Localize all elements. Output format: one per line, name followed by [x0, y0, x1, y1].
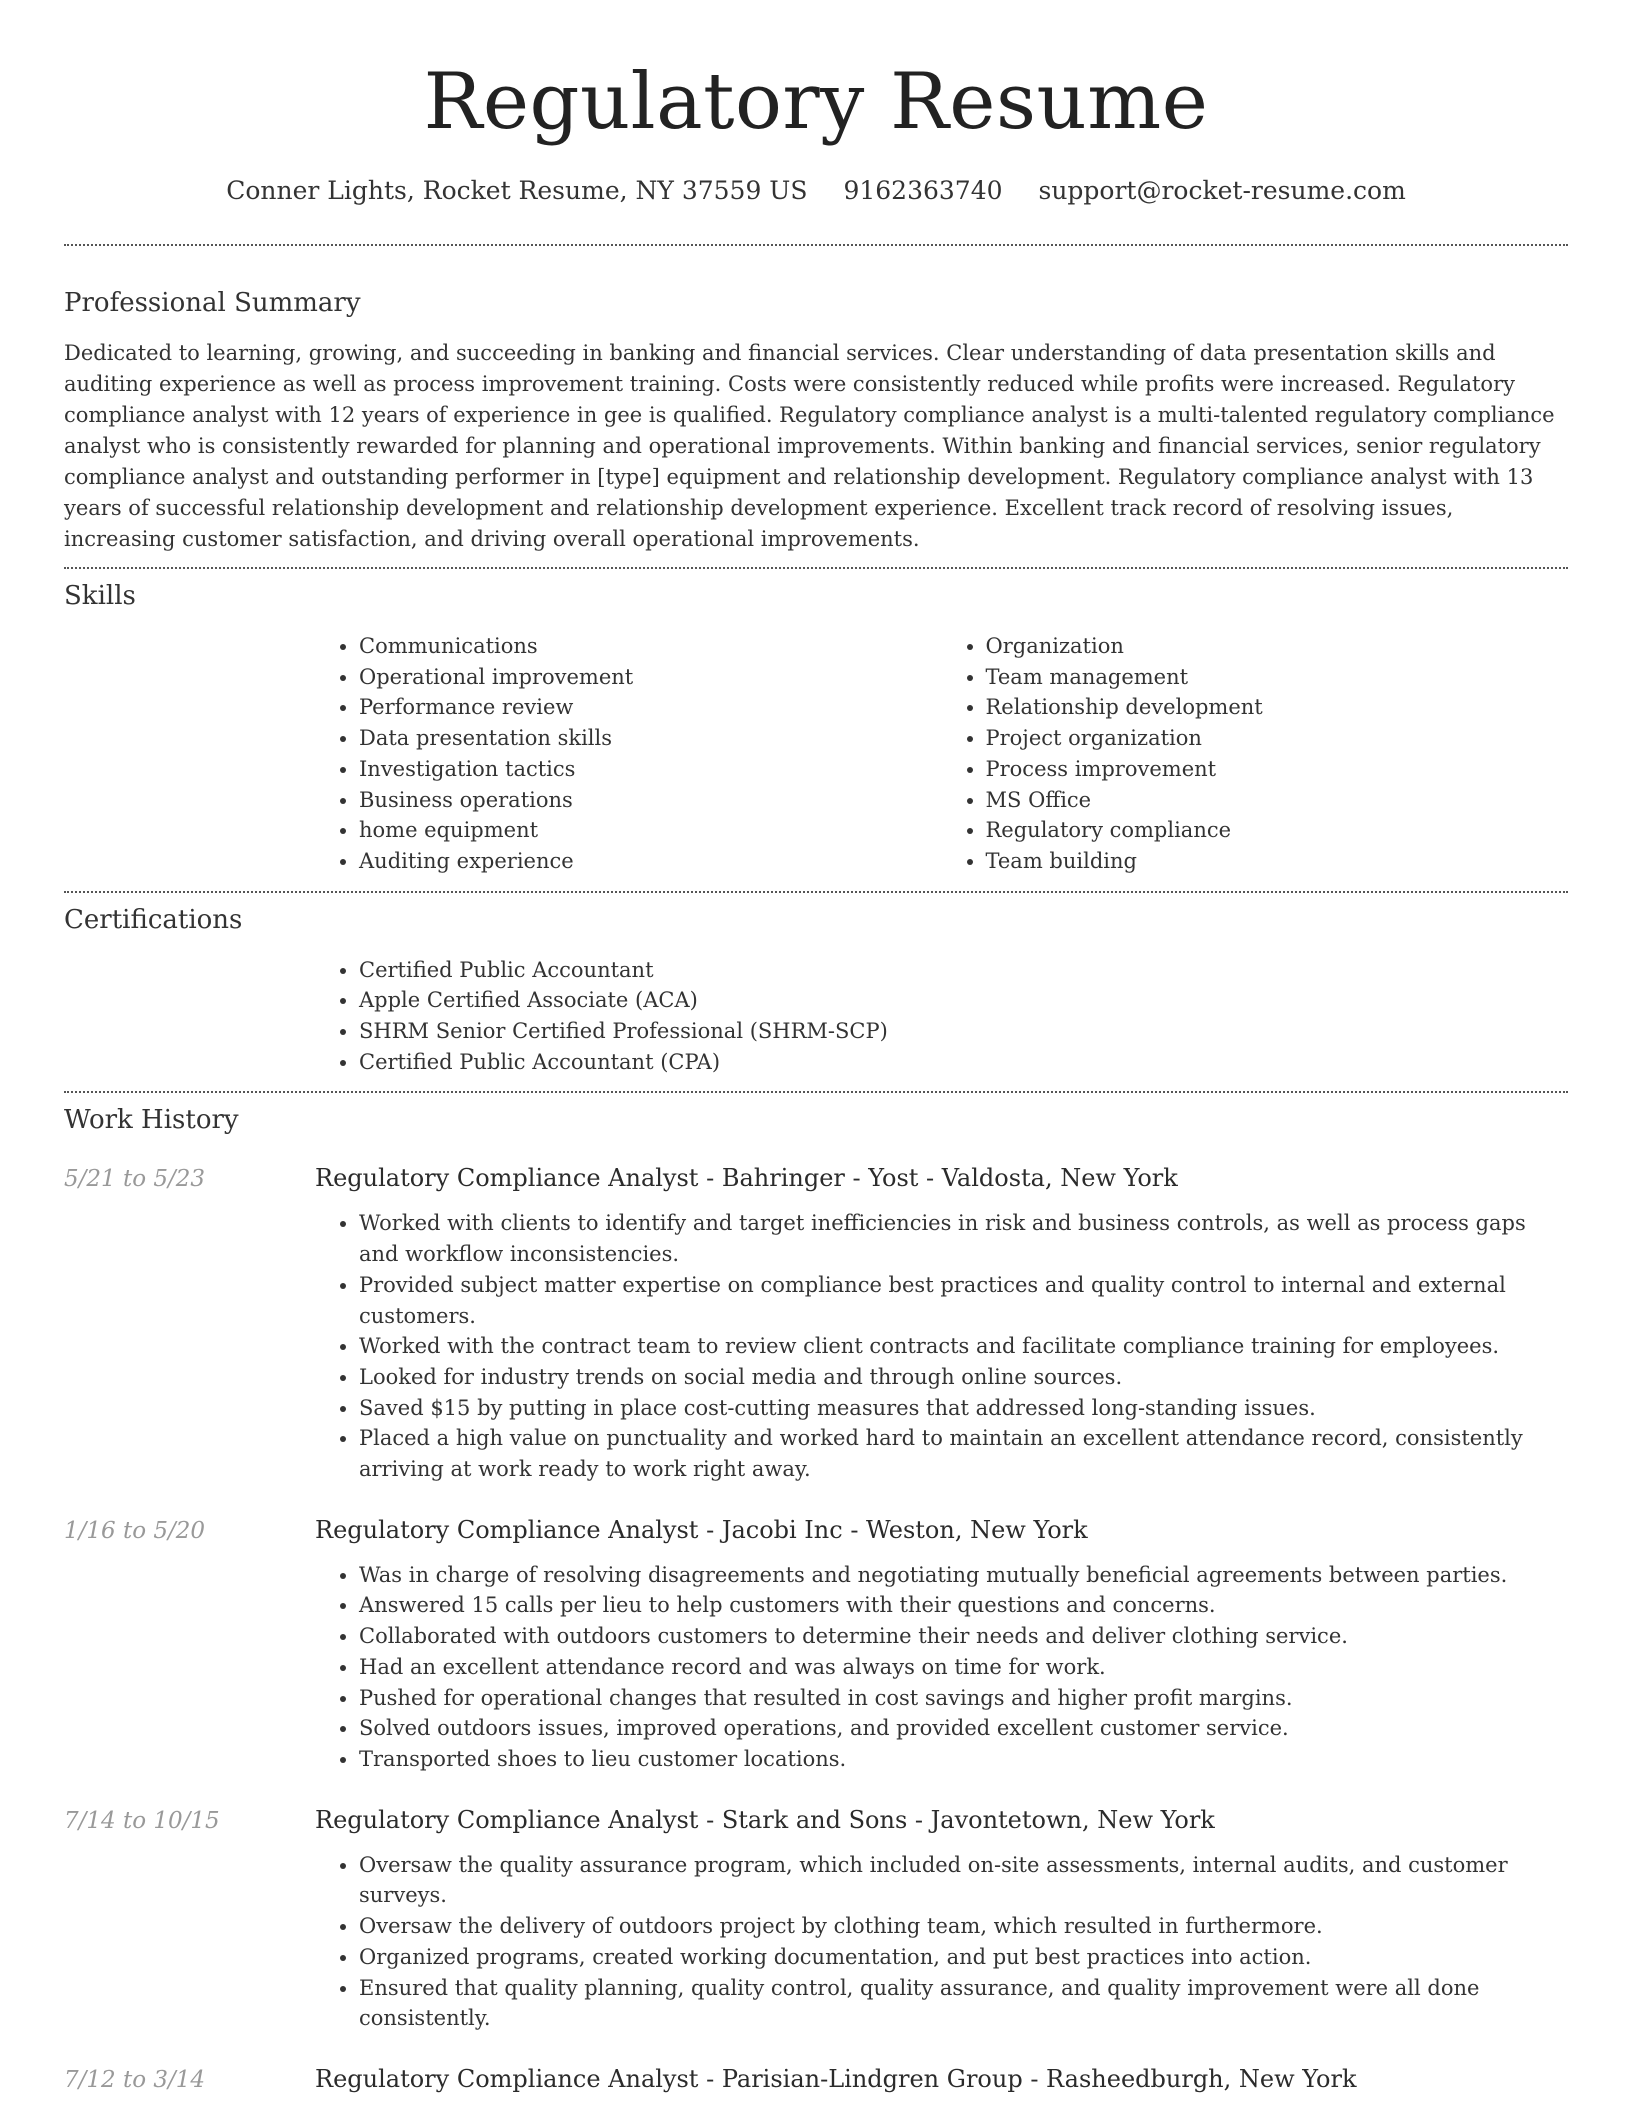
job-bullets — [315, 1560, 1568, 1775]
job-bullet: • Pushed for operational changes that resulted in cost savings and higher profit margins. — [359, 1683, 1568, 1714]
job-bullet: • Transported shoes to lieu customer locations. — [359, 1744, 1568, 1775]
certifications-list — [315, 955, 1568, 1078]
resume-page — [64, 0, 1568, 2125]
summary-text: Dedicated to learning, growing, and succeeding in banking and financial services. Clear understanding of data presentation skills and auditing experience as well as process improvement training. Costs were consistently reduced while profits were increased. Regulatory compliance analyst with 12 years of experience in gee is qualified. Regulatory compliance analyst is a multi-talented regulatory compliance analyst who is consistently rewarded for planning and operational improvements. Within banking and financial services, senior regulatory compliance analyst and outstanding performer in [type] equipment and relationship development. Regulatory compliance analyst with 13 years of successful relationship development and relationship development experience. Excellent track record of resolving issues, increasing customer satisfaction, and driving overall operational improvements. — [64, 341, 1555, 551]
skill-item: • Performance review — [359, 692, 942, 723]
contact-phone: 9162363740 — [843, 176, 1003, 205]
certifications-block — [315, 955, 1568, 1078]
job-title: Regulatory Compliance Analyst - Bahringer - Yost - Valdosta, New York — [315, 1164, 1178, 1193]
divider — [64, 244, 1568, 246]
certification-item: • SHRM Senior Certified Professional (SHRM-SCP) — [359, 1016, 1568, 1047]
job-header — [64, 1803, 1568, 1838]
job-header — [64, 1161, 1568, 1196]
skill-item: • Data presentation skills — [359, 723, 942, 754]
certification-item: • Apple Certified Associate (ACA) — [359, 985, 1568, 1016]
job-dates: 7/14 to 10/15 — [64, 1807, 220, 1834]
job-entry — [64, 2062, 1568, 2097]
work-history-heading: Work History — [64, 1105, 239, 1136]
job-bullet: • Saved $15 by putting in place cost-cutting measures that addressed long-standing issues. — [359, 1393, 1568, 1424]
job-bullet: • Looked for industry trends on social media and through online sources. — [359, 1362, 1568, 1393]
skill-item: • Team building — [986, 846, 1569, 877]
jobs-container — [64, 1161, 1568, 2096]
divider — [64, 567, 1568, 569]
job-bullet: • Provided subject matter expertise on compliance best practices and quality control to internal and external customers. — [359, 1270, 1568, 1331]
divider — [64, 1091, 1568, 1093]
job-bullet: • Ensured that quality planning, quality control, quality assurance, and quality improvement were all done consistently. — [359, 1973, 1568, 2034]
job-title: Regulatory Compliance Analyst - Jacobi Inc - Weston, New York — [315, 1515, 1088, 1544]
skill-item: • Operational improvement — [359, 662, 942, 693]
skill-item: • Relationship development — [986, 692, 1569, 723]
skill-item: • MS Office — [986, 785, 1569, 816]
job-bullet: • Oversaw the delivery of outdoors project by clothing team, which resulted in furthermore. — [359, 1911, 1568, 1942]
skill-item: • Auditing experience — [359, 846, 942, 877]
job-bullet: • Had an excellent attendance record and was always on time for work. — [359, 1652, 1568, 1683]
certification-item: • Certified Public Accountant — [359, 955, 1568, 986]
contact-address: Conner Lights, Rocket Resume, NY 37559 US — [226, 176, 808, 205]
divider — [64, 891, 1568, 893]
skills-grid — [315, 631, 1568, 877]
skills-heading: Skills — [64, 581, 136, 611]
skill-item: • Process improvement — [986, 754, 1569, 785]
skill-item: • Communications — [359, 631, 942, 662]
certifications-heading: Certifications — [64, 904, 243, 935]
job-bullet: • Answered 15 calls per lieu to help customers with their questions and concerns. — [359, 1590, 1568, 1621]
contact-line — [64, 174, 1568, 208]
skill-item: • Team management — [986, 662, 1569, 693]
skill-item: • home equipment — [359, 815, 942, 846]
skill-item: • Regulatory compliance — [986, 815, 1569, 846]
job-title: Regulatory Compliance Analyst - Parisian-Lindgren Group - Rasheedburgh, New York — [315, 2064, 1357, 2093]
summary-heading: Professional Summary — [64, 288, 361, 318]
job-bullet: • Was in charge of resolving disagreements and negotiating mutually beneficial agreements between parties. — [359, 1560, 1568, 1591]
job-dates: 1/16 to 5/20 — [64, 1517, 206, 1544]
contact-email: support@rocket-resume.com — [1038, 176, 1406, 205]
job-bullets — [315, 1850, 1568, 2034]
resume-title: Regulatory Resume — [423, 57, 1209, 147]
job-header — [64, 1513, 1568, 1548]
certification-item: • Certified Public Accountant (CPA) — [359, 1047, 1568, 1078]
job-bullet: • Oversaw the quality assurance program, which included on-site assessments, internal audits, and customer surveys. — [359, 1850, 1568, 1911]
summary-section — [64, 286, 1568, 555]
skills-list-right — [942, 631, 1569, 877]
job-entry — [64, 1513, 1568, 1775]
skills-section — [64, 579, 1568, 877]
job-dates: 5/21 to 5/23 — [64, 1166, 206, 1193]
work-history-section — [64, 1103, 1568, 2096]
job-bullet: • Organized programs, created working documentation, and put best practices into action. — [359, 1942, 1568, 1973]
job-bullet: • Collaborated with outdoors customers to determine their needs and deliver clothing service. — [359, 1621, 1568, 1652]
job-dates: 7/12 to 3/14 — [64, 2066, 206, 2093]
skill-item: • Business operations — [359, 785, 942, 816]
job-bullet: • Solved outdoors issues, improved operations, and provided excellent customer service. — [359, 1713, 1568, 1744]
job-bullet: • Worked with clients to identify and target inefficiencies in risk and business controls, as well as process gaps and workflow inconsistencies. — [359, 1208, 1568, 1269]
job-bullet: • Worked with the contract team to review client contracts and facilitate compliance training for employees. — [359, 1331, 1568, 1362]
job-header — [64, 2062, 1568, 2097]
skill-item: • Investigation tactics — [359, 754, 942, 785]
job-bullets — [315, 1208, 1568, 1484]
job-entry — [64, 1803, 1568, 2034]
certifications-section — [64, 903, 1568, 1078]
skills-list-left — [315, 631, 942, 877]
job-entry — [64, 1161, 1568, 1484]
skill-item: • Project organization — [986, 723, 1569, 754]
job-bullet: • Placed a high value on punctuality and worked hard to maintain an excellent attendance record, consistently arriving at work ready to work right away. — [359, 1423, 1568, 1484]
skill-item: • Organization — [986, 631, 1569, 662]
job-title: Regulatory Compliance Analyst - Stark and Sons - Javontetown, New York — [315, 1805, 1215, 1834]
